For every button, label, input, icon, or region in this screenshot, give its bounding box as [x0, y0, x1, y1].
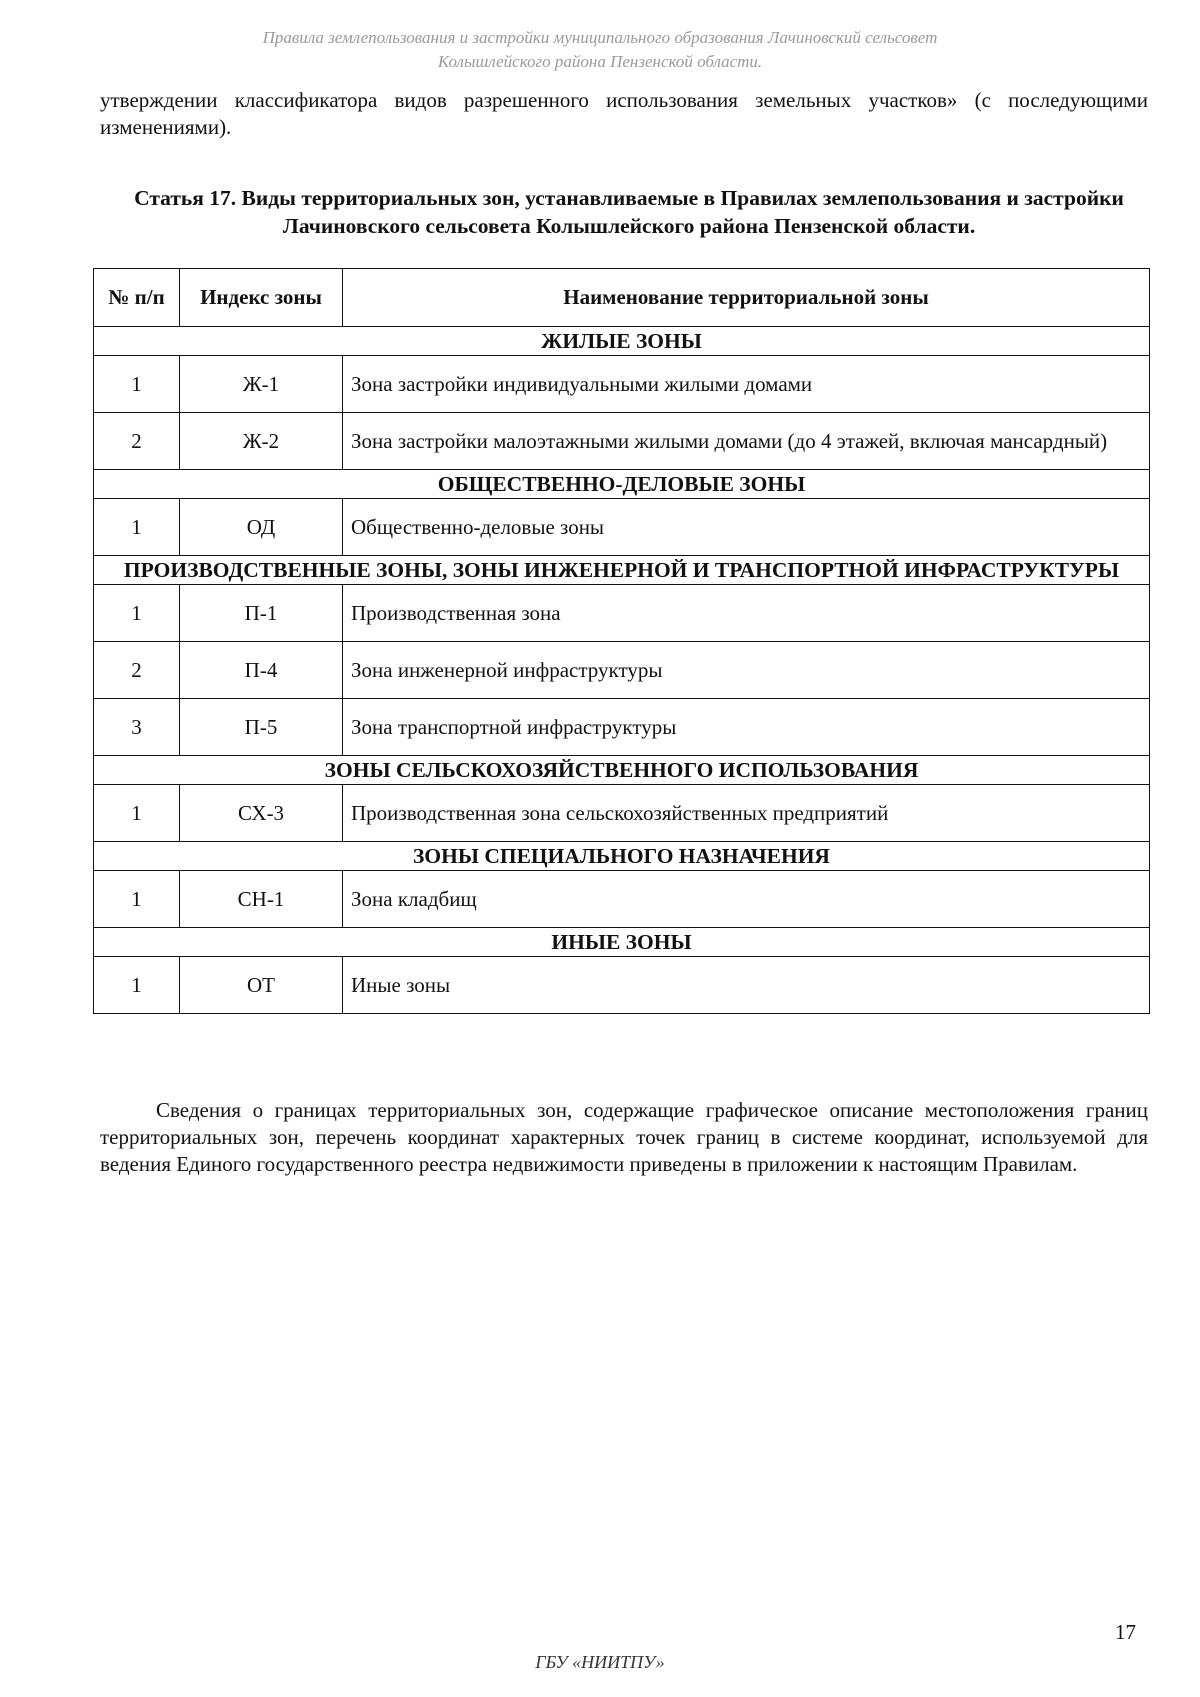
row-num: 2: [94, 642, 180, 699]
page-number: 17: [1115, 1620, 1136, 1644]
header-num: № п/п: [94, 269, 180, 327]
row-index: Ж-1: [180, 356, 343, 413]
article-title: Статья 17. Виды территориальных зон, устанавливаемые в Правилах землепользования и застройки Лачиновского сельсовета Колышлейского района Пензенской области.: [134, 186, 1124, 238]
section-row: [94, 842, 1150, 871]
row-num: 1: [94, 356, 180, 413]
header-name: Наименование территориальной зоны: [343, 269, 1150, 327]
header-line-1: Правила землепользования и застройки муниципального образования Лачиновский сельсовет: [262, 28, 938, 47]
row-index: СХ-3: [180, 785, 343, 842]
section-row: [94, 556, 1150, 585]
section-row: [94, 928, 1150, 957]
intro-paragraph: утверждении классификатора видов разрешенного использования земельных участков» (с последующими изменениями).: [100, 88, 1148, 139]
table-row: [94, 642, 1150, 699]
row-num: 1: [94, 499, 180, 556]
table-row: [94, 499, 1150, 556]
table-header-row: [94, 269, 1150, 327]
row-num: 1: [94, 785, 180, 842]
section-title: ЗОНЫ СПЕЦИАЛЬНОГО НАЗНАЧЕНИЯ: [94, 842, 1150, 871]
section-row: [94, 327, 1150, 356]
section-title: ЗОНЫ СЕЛЬСКОХОЗЯЙСТВЕННОГО ИСПОЛЬЗОВАНИЯ: [94, 756, 1150, 785]
row-index: ОД: [180, 499, 343, 556]
section-row: [94, 470, 1150, 499]
row-index: Ж-2: [180, 413, 343, 470]
zones-table-body: [94, 327, 1150, 1014]
row-num: 1: [94, 871, 180, 928]
row-num: 1: [94, 585, 180, 642]
table-row: [94, 356, 1150, 413]
header-index: Индекс зоны: [180, 269, 343, 327]
row-index: ОТ: [180, 957, 343, 1014]
row-name: Зона застройки малоэтажными жилыми домами (до 4 этажей, включая мансардный): [343, 413, 1150, 470]
row-name: Производственная зона: [343, 585, 1150, 642]
section-title: ЖИЛЫЕ ЗОНЫ: [94, 327, 1150, 356]
row-num: 3: [94, 699, 180, 756]
row-index: П-4: [180, 642, 343, 699]
running-footer: ГБУ «НИИТПУ»: [535, 1652, 665, 1672]
row-num: 1: [94, 957, 180, 1014]
table-row: [94, 585, 1150, 642]
table-row: [94, 413, 1150, 470]
row-name: Зона кладбищ: [343, 871, 1150, 928]
row-name: Зона застройки индивидуальными жилыми домами: [343, 356, 1150, 413]
row-num: 2: [94, 413, 180, 470]
table-row: [94, 785, 1150, 842]
zones-table: [93, 268, 1150, 1014]
table-row: [94, 957, 1150, 1014]
section-row: [94, 756, 1150, 785]
closing-paragraph: Сведения о границах территориальных зон, содержащие графическое описание местоположения границ территориальных зон, перечень координат характерных точек границ в системе координат, используемой для ведения Единого государственного реестра недвижимости приведены в приложении к настоящим Правилам.: [100, 1098, 1148, 1176]
row-index: П-5: [180, 699, 343, 756]
running-header: [0, 26, 1200, 74]
table-row: [94, 871, 1150, 928]
row-name: Зона инженерной инфраструктуры: [343, 642, 1150, 699]
table-row: [94, 699, 1150, 756]
row-name: Общественно-деловые зоны: [343, 499, 1150, 556]
section-title: ПРОИЗВОДСТВЕННЫЕ ЗОНЫ, ЗОНЫ ИНЖЕНЕРНОЙ И ТРАНСПОРТНОЙ ИНФРАСТРУКТУРЫ: [94, 556, 1150, 585]
section-title: ИНЫЕ ЗОНЫ: [94, 928, 1150, 957]
row-name: Производственная зона сельскохозяйственных предприятий: [343, 785, 1150, 842]
row-name: Зона транспортной инфраструктуры: [343, 699, 1150, 756]
section-title: ОБЩЕСТВЕННО-ДЕЛОВЫЕ ЗОНЫ: [94, 470, 1150, 499]
row-index: П-1: [180, 585, 343, 642]
header-line-2: Колышлейского района Пензенской области.: [437, 52, 763, 71]
row-index: СН-1: [180, 871, 343, 928]
row-name: Иные зоны: [343, 957, 1150, 1014]
